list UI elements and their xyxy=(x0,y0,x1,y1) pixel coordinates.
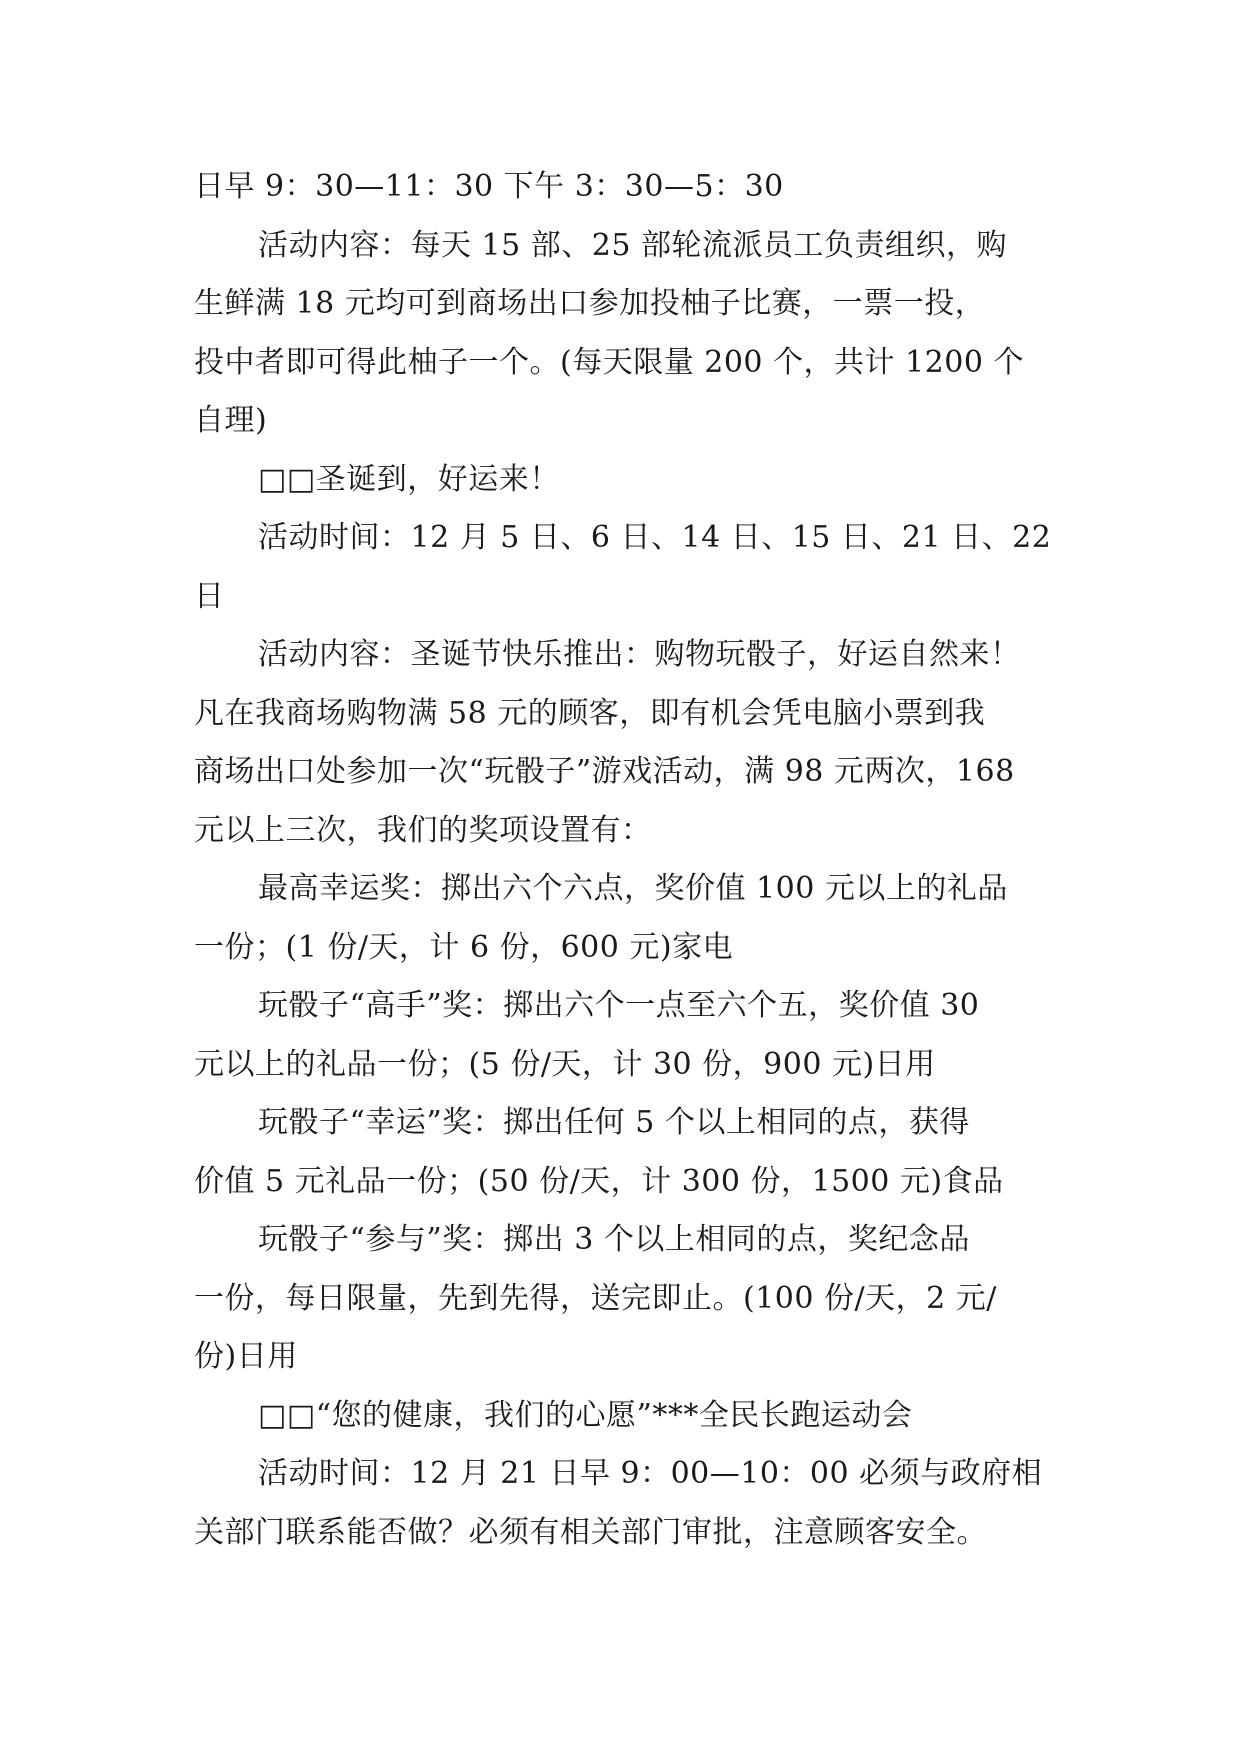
text-line: 凡在我商场购物满 58 元的顾客，即有机会凭电脑小票到我 xyxy=(194,696,986,731)
text-line: 元以上三次，我们的奖项设置有： xyxy=(194,813,652,848)
text-line: 一份；(1 份/天，计 6 份，600 元)家电 xyxy=(194,930,734,965)
paragraph-activity-content-1: 活动内容：每天 15 部、25 部轮流派员工负责组织，购 xyxy=(258,228,1007,263)
text-line: 日早 9：30—11：30 下午 3：30—5：30 xyxy=(194,169,784,204)
paragraph-activity-time-1: 活动时间：12 月 5 日、6 日、14 日、15 日、21 日、22 xyxy=(258,520,1052,555)
text-line: 元以上的礼品一份；(5 份/天，计 30 份，900 元)日用 xyxy=(194,1047,936,1082)
paragraph-activity-content-2: 活动内容：圣诞节快乐推出：购物玩骰子，好运自然来！ xyxy=(258,637,1021,672)
text-line: 关部门联系能否做？必须有相关部门审批，注意顾客安全。 xyxy=(194,1515,987,1550)
paragraph-prize-lucky: 玩骰子“幸运”奖：掷出任何 5 个以上相同的点，获得 xyxy=(258,1105,970,1140)
text-line: 生鲜满 18 元均可到商场出口参加投柚子比赛，一票一投， xyxy=(194,286,986,321)
text-line: 一份，每日限量，先到先得，送完即止。(100 份/天，2 元/ xyxy=(194,1281,997,1316)
text-line: 自理) xyxy=(194,403,268,438)
section-heading-marathon: □□“您的健康，我们的心愿”***全民长跑运动会 xyxy=(258,1398,913,1433)
text-line: 价值 5 元礼品一份；(50 份/天，计 300 份，1500 元)食品 xyxy=(194,1164,1004,1199)
text-line: 日 xyxy=(194,579,225,614)
text-line: 商场出口处参加一次“玩骰子”游戏活动，满 98 元两次，168 xyxy=(194,754,1015,789)
paragraph-prize-top: 最高幸运奖：掷出六个六点，奖价值 100 元以上的礼品 xyxy=(258,871,1008,906)
text-line: 投中者即可得此柚子一个。(每天限量 200 个，共计 1200 个 xyxy=(194,345,1024,380)
section-heading-christmas: □□圣诞到，好运来！ xyxy=(258,462,560,497)
text-line: 份)日用 xyxy=(194,1339,298,1374)
paragraph-activity-time-2: 活动时间：12 月 21 日早 9：00—10：00 必须与政府相 xyxy=(258,1456,1043,1491)
paragraph-prize-participation: 玩骰子“参与”奖：掷出 3 个以上相同的点，奖纪念品 xyxy=(258,1222,970,1257)
paragraph-prize-expert: 玩骰子“高手”奖：掷出六个一点至六个五，奖价值 30 xyxy=(258,988,980,1023)
